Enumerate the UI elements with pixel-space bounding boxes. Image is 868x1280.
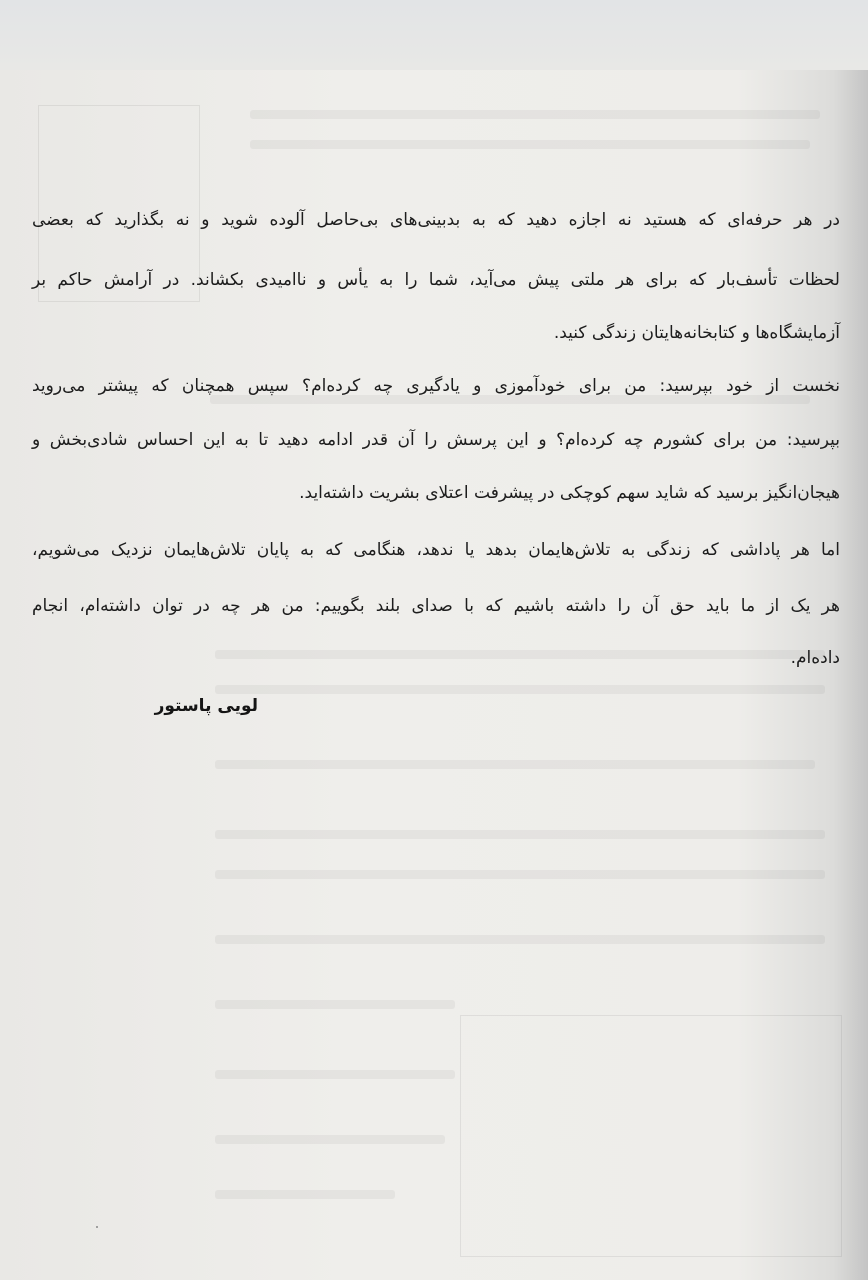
paragraph-1-line-1: در هر حرفه‌ای که هستید نه اجازه دهید که به بدبینی‌های بی‌حاصل آلوده شوید و نه بگذارید که بعضی	[32, 210, 840, 230]
bleed-through-line	[215, 1190, 395, 1199]
paragraph-1-line-3: آزمایشگاه‌ها و کتابخانه‌هایتان زندگی کنید.	[553, 323, 840, 343]
paragraph-2-line-3: هیجان‌انگیز برسید که شاید سهم کوچکی در پیشرفت اعتلای بشریت داشته‌اید.	[299, 483, 840, 503]
paragraph-2-line-2: بپرسید: من برای کشورم چه کرده‌ام؟ و این پرسش را آن قدر ادامه دهید تا به این احساس شادی‌بخش و	[32, 430, 840, 450]
bleed-through-line	[215, 1000, 455, 1009]
paragraph-3-line-3: داده‌ام.	[790, 648, 840, 668]
bleed-through-table-box	[460, 1015, 842, 1257]
top-shadow-band	[0, 0, 868, 70]
author-signature: لویی پاستور	[154, 696, 258, 716]
bleed-through-line	[215, 830, 825, 839]
page-speck	[96, 1226, 98, 1228]
bleed-through-line	[215, 1070, 455, 1079]
bleed-through-line	[215, 935, 825, 944]
paragraph-3-line-1: اما هر پاداشی که زندگی به تلاش‌هایمان بدهد یا ندهد، هنگامی که به پایان تلاش‌هایمان نزدیک می‌شویم،	[32, 540, 840, 560]
paragraph-2-line-1: نخست از خود بپرسید: من برای خودآموزی و یادگیری چه کرده‌ام؟ سپس همچنان که پیشتر می‌روید	[32, 376, 840, 396]
bleed-through-line	[215, 870, 825, 879]
bleed-through-line	[215, 760, 815, 769]
bleed-through-line	[215, 685, 825, 694]
bleed-through-line	[250, 110, 820, 119]
paragraph-3-line-2: هر یک از ما باید حق آن را داشته باشیم که با صدای بلند بگوییم: من هر چه در توان داشته‌ام، انجام	[32, 596, 840, 616]
bleed-through-line	[250, 140, 810, 149]
bleed-through-line	[215, 1135, 445, 1144]
paragraph-1-line-2: لحظات تأسف‌بار که برای هر ملتی پیش می‌آید، شما را به یأس و ناامیدی بکشاند. در آرامش حاکم بر	[32, 270, 840, 290]
